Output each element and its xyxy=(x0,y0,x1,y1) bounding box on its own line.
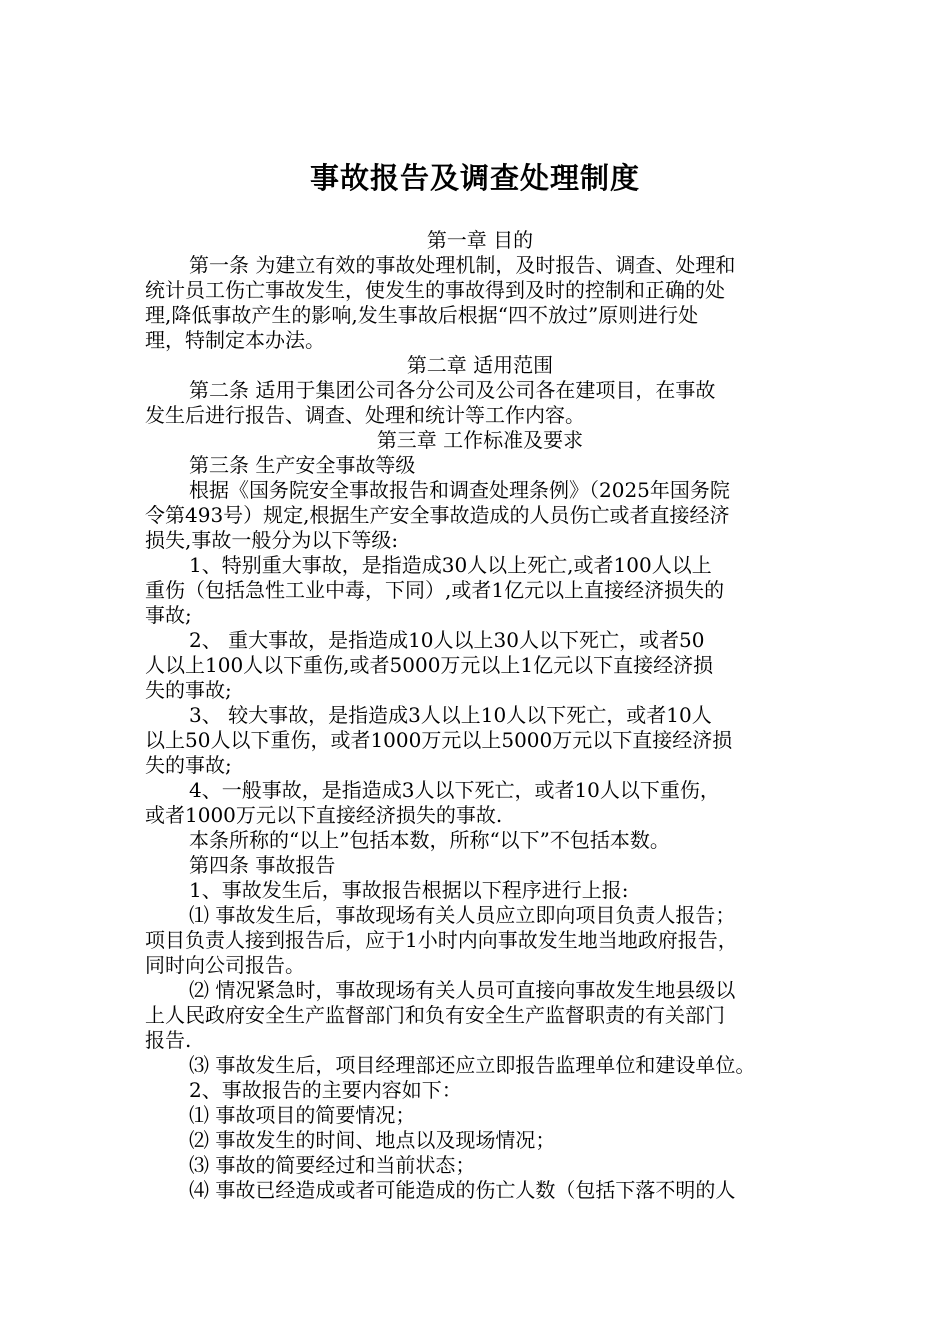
document-title: 事故报告及调查处理制度 xyxy=(309,161,640,195)
paragraph-line: 2、 重大事故，是指造成10人以上30人以下死亡，或者50 xyxy=(189,628,705,652)
paragraph-line: ⑵ 情况紧急时，事故现场有关人员可直接向事故发生地县级以 xyxy=(189,978,736,1002)
paragraph-line: 1、特别重大事故，是指造成30人以上死亡,或者100人以上 xyxy=(189,553,712,577)
paragraph-line: 事故; xyxy=(145,603,192,627)
paragraph-line: 或者1000万元以下直接经济损失的事故. xyxy=(145,803,503,827)
paragraph-line: 同时向公司报告。 xyxy=(145,953,305,977)
chapter-heading: 第二章 适用范围 xyxy=(406,353,554,377)
paragraph-line: 失的事故; xyxy=(145,678,232,702)
paragraph-line: 第四条 事故报告 xyxy=(189,853,336,877)
paragraph-line: 根据《国务院安全事故报告和调查处理条例》（2025年国务院 xyxy=(189,478,730,502)
paragraph-line: 重伤（包括急性工业中毒，下同）,或者1亿元以上直接经济损失的 xyxy=(145,578,725,602)
paragraph-line: 4、一般事故，是指造成3人以下死亡，或者10人以下重伤， xyxy=(189,778,720,802)
paragraph-line: 理，特制定本办法。 xyxy=(145,328,325,352)
paragraph-line: 第二条 适用于集团公司各分公司及公司各在建项目，在事故 xyxy=(189,378,716,402)
paragraph-line: 损失,事故一般分为以下等级: xyxy=(145,528,399,552)
paragraph-line: ⑵ 事故发生的时间、地点以及现场情况； xyxy=(189,1128,556,1152)
paragraph-line: 3、 较大事故，是指造成3人以上10人以下死亡，或者10人 xyxy=(189,703,712,727)
paragraph-line: 第一条 为建立有效的事故处理机制，及时报告、调查、处理和 xyxy=(189,253,736,277)
paragraph-line: ⑶ 事故发生后，项目经理部还应立即报告监理单位和建设单位。 xyxy=(189,1053,756,1077)
paragraph-line: 本条所称的“以上”包括本数，所称“以下”不包括本数。 xyxy=(189,828,670,852)
paragraph-line: ⑴ 事故项目的简要情况； xyxy=(189,1103,416,1127)
paragraph-line: 以上50人以下重伤，或者1000万元以上5000万元以下直接经济损 xyxy=(145,728,733,752)
paragraph-line: ⑴ 事故发生后，事故现场有关人员应立即向项目负责人报告； xyxy=(189,903,736,927)
paragraph-line: ⑶ 事故的简要经过和当前状态； xyxy=(189,1153,476,1177)
paragraph-line: 第三条 生产安全事故等级 xyxy=(189,453,416,477)
paragraph-line: ⑷ 事故已经造成或者可能造成的伤亡人数（包括下落不明的人 xyxy=(189,1178,736,1202)
paragraph-line: 1、事故发生后，事故报告根据以下程序进行上报: xyxy=(189,878,629,902)
paragraph-line: 发生后进行报告、调查、处理和统计等工作内容。 xyxy=(145,403,585,427)
paragraph-line: 项目负责人接到报告后，应于1小时内向事故发生地当地政府报告， xyxy=(145,928,738,952)
paragraph-line: 人以上100人以下重伤,或者5000万元以上1亿元以下直接经济损 xyxy=(145,653,714,677)
chapter-heading: 第一章 目的 xyxy=(426,228,534,252)
paragraph-line: 统计员工伤亡事故发生，使发生的事故得到及时的控制和正确的处 xyxy=(145,278,725,302)
paragraph-line: 2、事故报告的主要内容如下： xyxy=(189,1078,462,1102)
paragraph-line: 上人民政府安全生产监督部门和负有安全生产监督职责的有关部门 xyxy=(145,1003,725,1027)
paragraph-line: 理,降低事故产生的影响,发生事故后根据“四不放过”原则进行处 xyxy=(145,303,699,327)
paragraph-line: 令第493号）规定,根据生产安全事故造成的人员伤亡或者直接经济 xyxy=(145,503,730,527)
paragraph-line: 失的事故; xyxy=(145,753,232,777)
chapter-heading: 第三章 工作标准及要求 xyxy=(376,428,584,452)
paragraph-line: 报告. xyxy=(145,1028,192,1052)
document-body xyxy=(145,228,815,1203)
